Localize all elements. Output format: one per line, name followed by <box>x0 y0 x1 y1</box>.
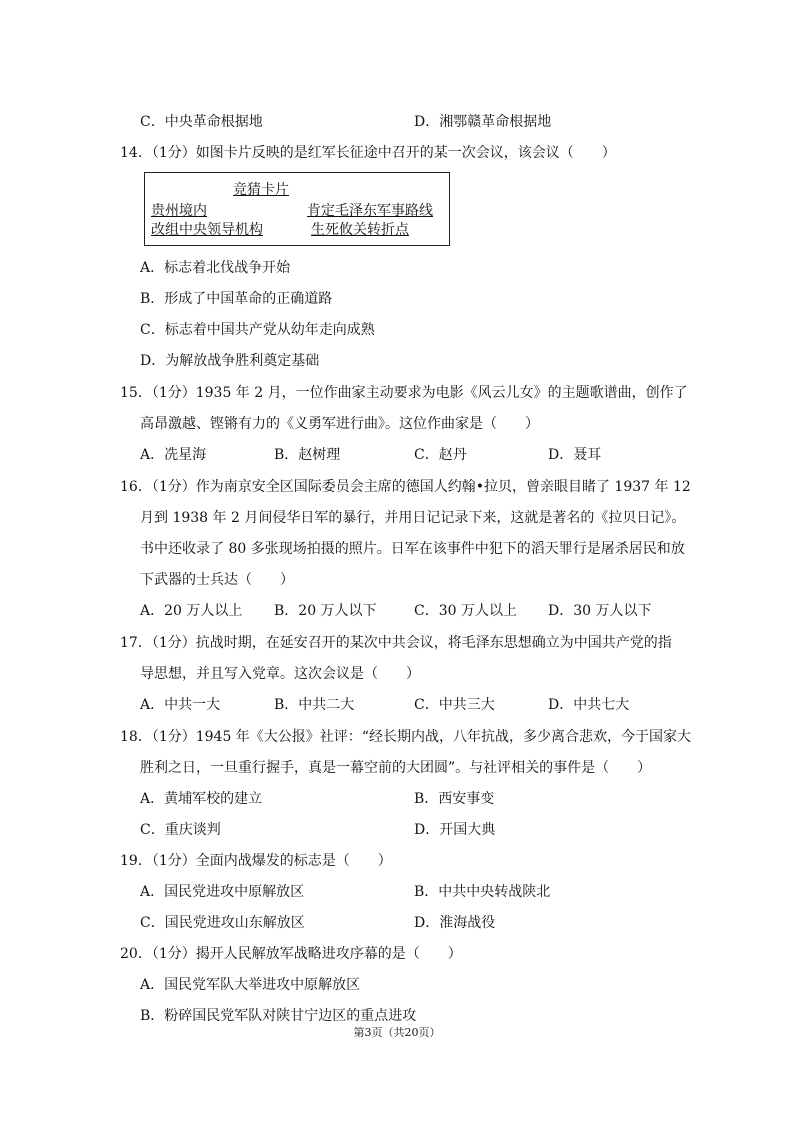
q19-option-d: D．淮海战役 <box>414 915 496 931</box>
q18-stem-line2: 胜利之日，一旦重行握手，真是一幕空前的大团圆”。与社评相关的事件是（ ） <box>140 760 652 776</box>
q16-stem-line2: 月到 1938 年 2 月间侵华日军的暴行，并用日记记录下来，这就是著名的《拉贝日记》。 <box>140 510 686 526</box>
q15-option-a: A．冼星海 <box>140 447 207 463</box>
q16-option-b: B．20 万人以下 <box>274 603 377 619</box>
q13-option-c: C．中央革命根据地 <box>140 114 263 130</box>
q17-option-d: D．中共七大 <box>548 697 630 713</box>
q14-option-d: D．为解放战争胜利奠定基础 <box>140 353 320 369</box>
q18-option-c: C．重庆谈判 <box>140 822 221 838</box>
q16-option-d: D．30 万人以下 <box>548 603 652 619</box>
card-left-2: 改组中央领导机构 <box>151 222 263 238</box>
q16-stem-line3: 书中还收录了 80 多张现场拍摄的照片。日军在该事件中犯下的滔天罪行是屠杀居民和放 <box>140 541 685 557</box>
q15-stem-line1: 15．（1分）1935 年 2 月，一位作曲家主动要求为电影《风云儿女》的主题歌谱曲，创作了 <box>120 385 688 401</box>
q16-option-a: A．20 万人以上 <box>140 603 243 619</box>
q18-option-d: D．开国大典 <box>414 822 496 838</box>
q20-stem: 20．（1分）揭开人民解放军战略进攻序幕的是（ ） <box>120 946 462 962</box>
q17-option-b: B．中共二大 <box>274 697 355 713</box>
q20-option-a: A．国民党军队大举进攻中原解放区 <box>140 977 361 993</box>
guess-card <box>144 172 450 246</box>
q16-stem-line4: 下武器的士兵达（ ） <box>140 572 294 588</box>
q15-option-c: C．赵丹 <box>414 447 467 463</box>
q17-option-c: C．中共三大 <box>414 697 495 713</box>
q16-stem-line1: 16．（1分）作为南京安全区国际委员会主席的德国人约翰•拉贝，曾亲眼目睹了 1937 年 12 <box>120 479 691 495</box>
q17-stem-line2: 导思想，并且写入党章。这次会议是（ ） <box>140 666 420 682</box>
q14-stem: 14．（1分）如图卡片反映的是红军长征途中召开的某一次会议，该会议（ ） <box>120 145 616 161</box>
q19-option-b: B．中共中央转战陕北 <box>414 884 551 900</box>
q15-option-d: D．聂耳 <box>548 447 602 463</box>
q17-stem-line1: 17．（1分）抗战时期，在延安召开的某次中共会议，将毛泽东思想确立为中国共产党的指 <box>120 635 672 651</box>
q17-option-a: A．中共一大 <box>140 697 221 713</box>
q15-stem-line2: 高昂激越、铿锵有力的《义勇军进行曲》。这位作曲家是（ ） <box>140 416 539 432</box>
q16-option-c: C．30 万人以上 <box>414 603 517 619</box>
q19-option-a: A．国民党进攻中原解放区 <box>140 884 305 900</box>
q18-option-b: B．西安事变 <box>414 791 495 807</box>
card-title: 竞猜卡片 <box>233 182 289 198</box>
card-left-1: 贵州境内 <box>151 203 207 219</box>
q15-option-b: B．赵树理 <box>274 447 341 463</box>
q14-option-a: A．标志着北伐战争开始 <box>140 260 291 276</box>
q13-option-d: D．湘鄂赣革命根据地 <box>414 114 552 130</box>
q19-stem: 19．（1分）全面内战爆发的标志是（ ） <box>120 853 392 869</box>
card-right-1: 肯定毛泽东军事路线 <box>307 203 433 219</box>
card-right-2: 生死攸关转折点 <box>311 222 409 238</box>
q14-option-b: B．形成了中国革命的正确道路 <box>140 291 333 307</box>
q18-option-a: A．黄埔军校的建立 <box>140 791 263 807</box>
q20-option-b: B．粉碎国民党军队对陕甘宁边区的重点进攻 <box>140 1008 417 1024</box>
page-number-footer: 第3页（共20页） <box>353 1026 441 1039</box>
q14-option-c: C．标志着中国共产党从幼年走向成熟 <box>140 322 375 338</box>
q18-stem-line1: 18．（1分）1945 年《大公报》社评：“经长期内战，八年抗战，多少离合悲欢，今于国家大 <box>120 729 691 745</box>
q19-option-c: C．国民党进攻山东解放区 <box>140 915 305 931</box>
